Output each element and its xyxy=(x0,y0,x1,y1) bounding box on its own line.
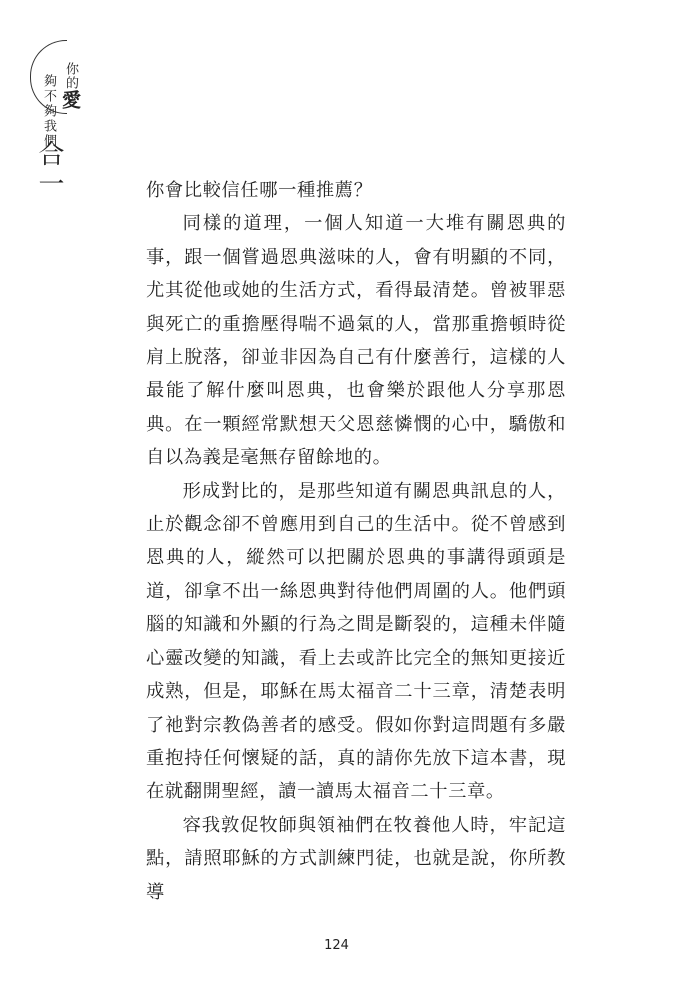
header-title-part1: 你的 xyxy=(63,62,78,90)
header-title-part2: 夠不夠我們 xyxy=(41,74,56,149)
header-title-emphasis2: 合一 xyxy=(34,140,64,200)
paragraph-2: 同樣的道理，一個人知道一大堆有關恩典的事，跟一個嘗過恩典滋味的人，會有明顯的不同，尤其從他或她的生活方式，看得最清楚。曾被罪惡與死亡的重擔壓得喘不過氣的人，當那重擔頓時從肩上脫落，卻並非因為自己有什麼善行，這樣的人最能了解什麼叫恩典，也會樂於跟他人分享那恩典。在一顆經常默想天父恩慈憐憫的心中，驕傲和自以為義是毫無存留餘地的。 xyxy=(146,213,566,469)
paragraph-1: 你會比較信任哪一種推薦？ xyxy=(146,180,373,201)
paragraph-4: 容我敦促牧師與領袖們在牧養他人時，牢記這點，請照耶穌的方式訓練門徒，也就是說，你所教導 xyxy=(146,814,566,903)
page-number: 124 xyxy=(324,938,349,953)
paragraph-3: 形成對比的，是那些知道有關恩典訊息的人，止於觀念卻不曾應用到自己的生活中。從不曾感到恩典的人，縱然可以把關於恩典的事講得頭頭是道，卻拿不出一絲恩典對待他們周圍的人。他們頭腦的知識和外顯的行為之間是斷裂的，這種未伴隨心靈改變的知識，看上去或許比完全的無知更接近成熟，但是，耶穌在馬太福音二十三章，清楚表明了祂對宗教偽善者的感受。假如你對這問題有多嚴重抱持任何懷疑的話，真的請你先放下這本書，現在就翻開聖經，讀一讀馬太福音二十三章。 xyxy=(146,480,566,803)
body-text xyxy=(146,174,566,909)
header-title-emphasis1: 愛 xyxy=(59,90,81,109)
